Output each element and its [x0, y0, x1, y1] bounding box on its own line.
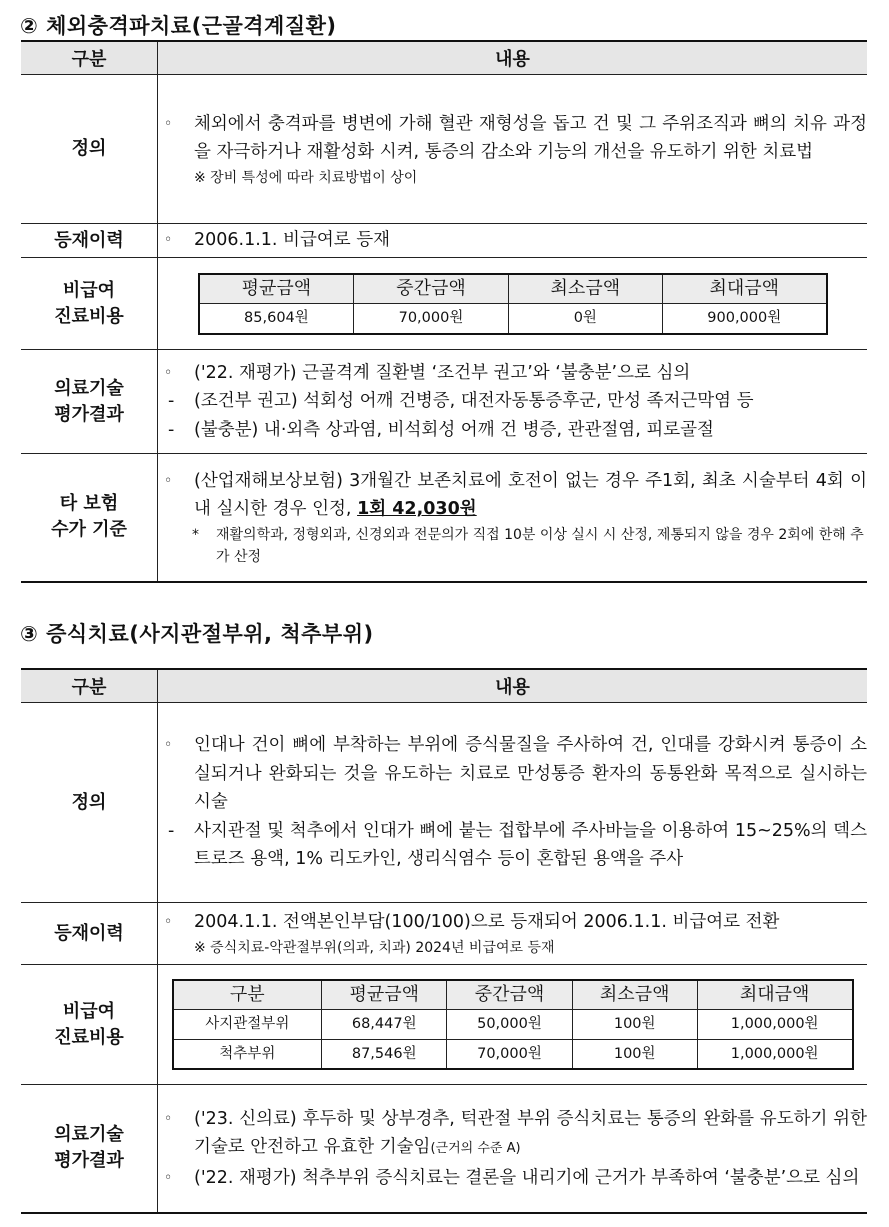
cost-table [172, 979, 854, 1071]
header-category: 구분 [21, 669, 158, 703]
cost-header: 평균금액 [322, 980, 447, 1010]
insurance-fee: 1회 42,030원 [357, 499, 477, 520]
definition-text: 체외에서 충격파를 병변에 가해 혈관 재형성을 돕고 건 및 그 주위조직과 뼈의 치유 과정을 자극하거나 재활성화 시켜, 통증의 감소와 기능의 개선을 유도하기 위한 치료법 [194, 113, 867, 162]
definition-note: ※ 장비 특성에 따라 치료방법이 상이 [194, 169, 418, 186]
evaluation-conditional: (조건부 권고) 석회성 어깨 건병증, 대전자동통증후군, 만성 족저근막염 등 [194, 391, 754, 412]
evaluation-reassessment: ('22. 재평가) 척추부위 증식치료는 결론을 내리기에 근거가 부족하여 ‘불충분’으로 심의 [194, 1167, 860, 1188]
cost-value: 1,000,000원 [697, 1039, 852, 1069]
definition-detail: 사지관절 및 척추에서 인대가 뼈에 붙는 접합부에 주사바늘을 이용하여 15~25%의 덱스트로즈 용액, 1% 리도카인, 생리식염수 등이 혼합된 용액을 주사 [194, 820, 867, 870]
cost-value: 70,000원 [447, 1039, 572, 1069]
cost-value: 85,604원 [199, 304, 354, 334]
evaluation-label: 의료기술 평가결과 [21, 1085, 158, 1213]
definition-label: 정의 [21, 75, 158, 224]
cost-header: 평균금액 [199, 274, 354, 304]
cost-value: 900,000원 [663, 304, 827, 334]
cost-value: 100원 [572, 1039, 697, 1069]
cost-header: 최대금액 [663, 274, 827, 304]
cost-header: 최소금액 [508, 274, 662, 304]
cost-value: 68,447원 [322, 1010, 447, 1040]
insurance-text: (산업재해보상보험) 3개월간 보존치료에 호전이 없는 경우 주1회, 최초 시술부터 4회 이내 실시한 경우 인정, [194, 470, 867, 520]
history-text: 2004.1.1. 전액본인부담(100/100)으로 등재되어 2006.1.1. 비급여로 전환 [194, 912, 780, 933]
header-category: 구분 [21, 41, 158, 75]
history-label: 등재이력 [21, 224, 158, 258]
cost-value: 0원 [508, 304, 662, 334]
cost-label: 비급여 진료비용 [21, 258, 158, 350]
cost-header: 중간금액 [447, 980, 572, 1010]
cost-table [198, 273, 828, 335]
header-content: 내용 [158, 669, 868, 703]
cost-value: 1,000,000원 [697, 1010, 852, 1040]
history-text: 2006.1.1. 비급여로 등재 [194, 230, 391, 251]
cost-value: 50,000원 [447, 1010, 572, 1040]
insurance-label: 타 보험 수가 기준 [21, 454, 158, 582]
section-3-table: 구분 내용 정의 ◦ 인대나 건이 뼈에 부착하는 부위에 증식물질을 주사하여 건, 인대를 강화시켜 통증이 소실되거나 완화되는 것을 유도하는 치료로 만성통증 환자의 동통완화 목적으로 실시하는 시술 - 사지관절 및 척추에서 인대가 뼈에 붙는 접합부에 주사바늘을 이용하여 15~25%의 덱스트로즈 용액, 1% 리도카인, 생리식염수 등이 혼합된 용액을 주사 등재이력 ◦ 2004.1.1. 전액본인부담(100/100)으로 등재되어 2006.1.1. 비급여로 전환 ※ 증식치료-악관절부위(의과, 치과) 2024년 비급여로 등재 비급여 진료비용 구분 평균금액 중간금액 최소금액 최대금액 사지관절부위 68,447원 50,000원 100원 1,000,000원 척추부위 87,546원 70,000원 100원 1,000,000원 의료기술 평가결과 ◦ ('23. 신의료) 후두하 및 상부경추, 턱관절 부위 증식치료는 통증의 완화를 유도하기 위한 기술로 안전하고 유효한 기술임(근거의 수준 A) ◦ ('22. 재평가) 척추부위 증식치료는 결론을 내리기에 근거가 부족하여 ‘불충분’으로 심의 [21, 668, 867, 1214]
definition-label: 정의 [21, 703, 158, 903]
definition-text: 인대나 건이 뼈에 부착하는 부위에 증식물질을 주사하여 건, 인대를 강화시켜 통증이 소실되거나 완화되는 것을 유도하는 치료로 만성통증 환자의 동통완화 목적으로 실시하는 시술 [194, 735, 867, 813]
insurance-note: 재활의학과, 정형외과, 신경외과 전문의가 직접 10분 이상 실시 시 산정, 제통되지 않을 경우 2회에 한해 추가 산정 [216, 526, 864, 565]
evaluation-text: ('22. 재평가) 근골격계 질환별 ‘조건부 권고’와 ‘불충분’으로 심의 [194, 362, 691, 383]
header-content: 내용 [158, 41, 868, 75]
section-3-title: ③ 증식치료(사지관절부위, 척추부위) [20, 622, 374, 646]
section-2-title: ② 체외충격파치료(근골격계질환) [20, 14, 337, 38]
cost-value: 100원 [572, 1010, 697, 1040]
history-note: ※ 증식치료-악관절부위(의과, 치과) 2024년 비급여로 등재 [194, 939, 555, 956]
cost-header: 최소금액 [572, 980, 697, 1010]
cost-value: 87,546원 [322, 1039, 447, 1069]
cost-value: 70,000원 [354, 304, 508, 334]
evaluation-insufficient: (불충분) 내·외측 상과염, 비석회성 어깨 건 병증, 관관절염, 피로골절 [194, 419, 714, 440]
section-2-table: 구분 내용 정의 ◦ 체외에서 충격파를 병변에 가해 혈관 재형성을 돕고 건 및 그 주위조직과 뼈의 치유 과정을 자극하거나 재활성화 시켜, 통증의 감소와 기능의 개선을 유도하기 위한 치료법 ※ 장비 특성에 따라 치료방법이 상이 등재이력 ◦ 2006.1.1. 비급여로 등재 비급여 진료비용 평균금액 중간금액 최소금액 최대금액 85,604원 70,000원 0원 900,000원 의료기술 평가결과 ◦ ('22. 재평가) 근골격계 질환별 ‘조건부 권고’와 ‘불충분’으로 심의 - (조건부 권고) 석회성 어깨 건병증, 대전자동통증후군, 만성 족저근막염 등 - (불충분) 내·외측 상과염, 비석회성 어깨 건 병증, 관관절염, 피로골절 타 보험 수가 기준 ◦ (산업재해보상보험) 3개월간 보존치료에 호전이 없는 경우 주1회, 최초 시술부터 4회 이내 실시한 경우 인정, 1회 42,030원 * 재활의학과, 정형외과, 신경외과 전문의가 직접 10분 이상 실시 시 산정, 제통되지 않을 경우 2회에 한해 추가 산정 [21, 40, 867, 583]
history-label: 등재이력 [21, 903, 158, 965]
cost-row-name: 사지관절부위 [173, 1010, 322, 1040]
cost-label: 비급여 진료비용 [21, 965, 158, 1085]
evaluation-new-tech: ('23. 신의료) 후두하 및 상부경추, 턱관절 부위 증식치료는 통증의 완화를 유도하기 위한 기술로 안전하고 유효한 기술임 [194, 1108, 867, 1157]
evaluation-label: 의료기술 평가결과 [21, 350, 158, 454]
cost-row-name: 척추부위 [173, 1039, 322, 1069]
cost-header: 최대금액 [697, 980, 852, 1010]
cost-header: 구분 [173, 980, 322, 1010]
evidence-level: (근거의 수준 A) [430, 1141, 521, 1156]
cost-header: 중간금액 [354, 274, 508, 304]
